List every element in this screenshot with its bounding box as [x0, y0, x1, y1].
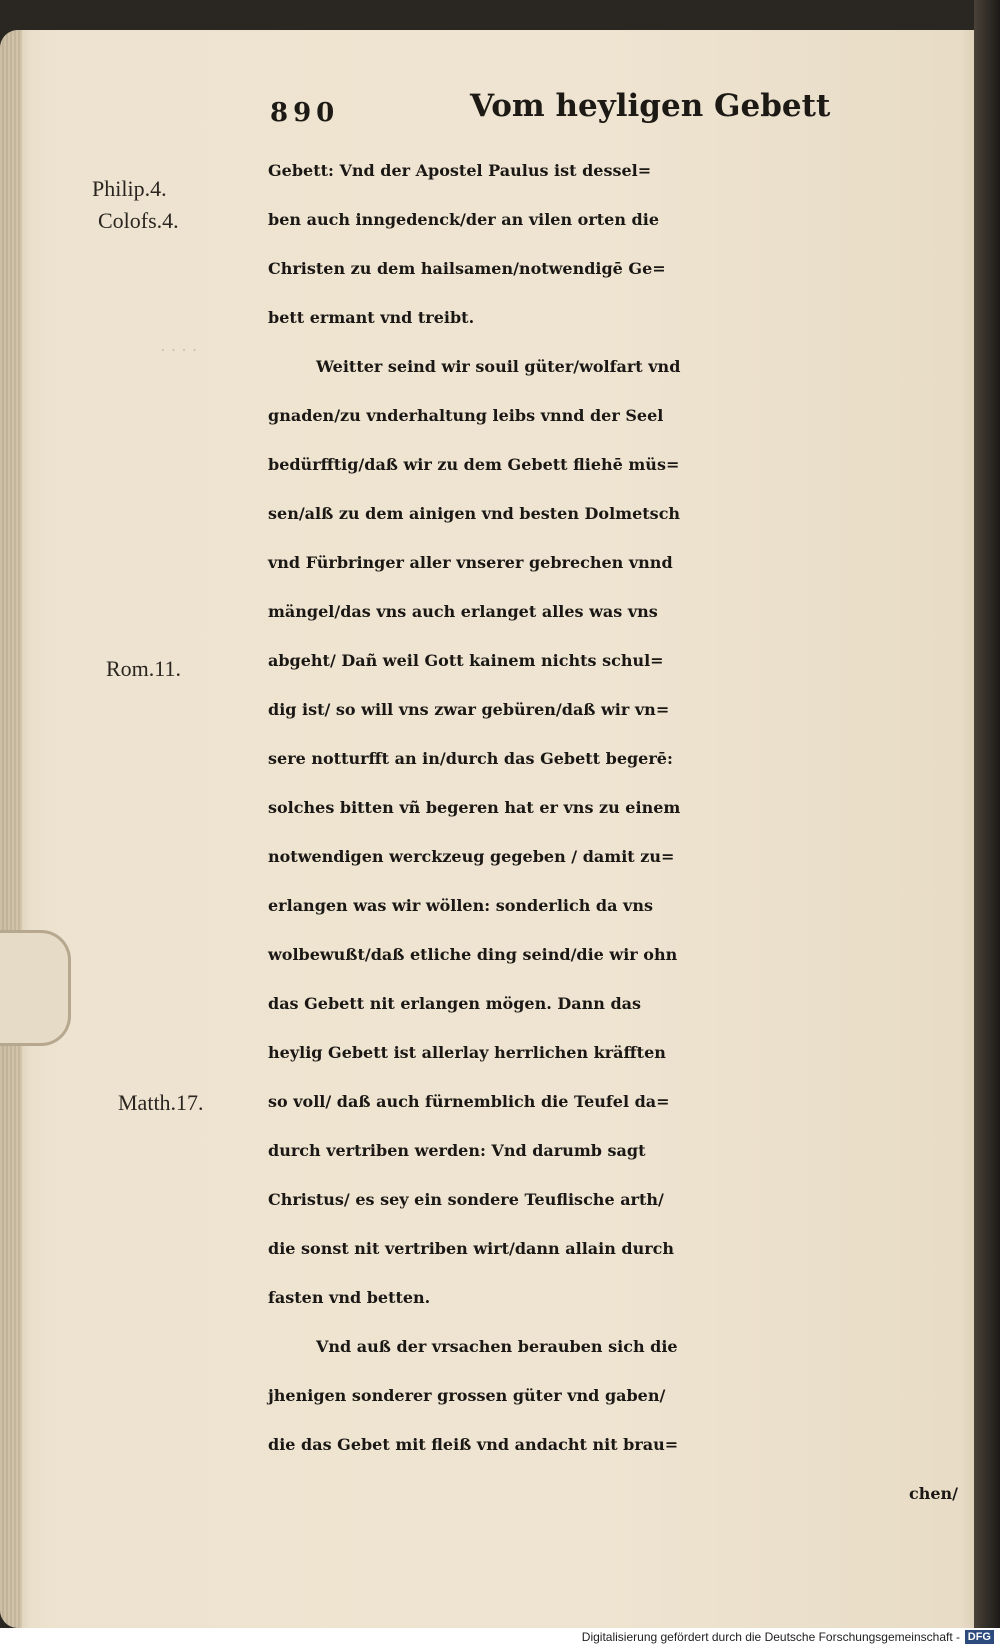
- running-title: Vom heyligen Gebett: [470, 88, 831, 124]
- text-line: Christen zu dem hailsamen/notwendigē Ge=: [268, 259, 666, 278]
- text-line: ben auch inngedenck/der an vilen orten die: [268, 210, 659, 229]
- text-line: erlangen was wir wöllen: sonderlich da vns: [268, 896, 653, 915]
- text-line: chen/: [908, 1484, 958, 1503]
- digitization-footer: [0, 1628, 1000, 1646]
- text-line: Vnd auß der vrsachen berauben sich die: [316, 1337, 678, 1356]
- text-line: Weitter seind wir souil güter/wolfart vnd: [316, 357, 681, 376]
- margin-note: Colofs.4.: [98, 208, 179, 233]
- margin-note: Rom.11.: [106, 656, 181, 681]
- text-line: bett ermant vnd treibt.: [268, 308, 475, 327]
- page-header: [270, 88, 830, 138]
- text-line: abgeht/ Dañ weil Gott kainem nichts schul=: [268, 651, 664, 670]
- text-line: jhenigen sonderer grossen güter vnd gaben/: [268, 1386, 666, 1405]
- text-line: sen/alß zu dem ainigen vnd besten Dolmetsch: [268, 504, 681, 523]
- margin-note: Philip.4.: [92, 176, 167, 201]
- footer-credit: Digitalisierung gefördert durch die Deutsche Forschungsgemeinschaft -: [581, 1630, 960, 1644]
- body-text: [268, 146, 978, 1518]
- text-line: dig ist/ so will vns zwar gebüren/daß wir vn=: [268, 700, 670, 719]
- text-line: mängel/das vns auch erlanget alles was vns: [268, 602, 658, 621]
- text-line: das Gebett nit erlangen mögen. Dann das: [268, 994, 642, 1013]
- text-line: die das Gebet mit fleiß vnd andacht nit brau=: [268, 1435, 679, 1454]
- page-number: 890: [270, 98, 340, 128]
- text-line: wolbewußt/daß etliche ding seind/die wir ohn: [268, 945, 678, 964]
- text-line: Gebett: Vnd der Apostel Paulus ist dessel=: [268, 161, 652, 180]
- margin-note: Matth.17.: [118, 1090, 204, 1115]
- text-line: so voll/ daß auch fürnemblich die Teufel da=: [268, 1092, 670, 1111]
- text-line: durch vertriben werden: Vnd darumb sagt: [268, 1141, 646, 1160]
- text-line: solches bitten vñ begeren hat er vns zu einem: [268, 798, 681, 817]
- page-edge: [0, 30, 22, 1628]
- text-line: bedürfftig/daß wir zu dem Gebett fliehē müs=: [268, 455, 680, 474]
- text-line: vnd Fürbringer aller vnserer gebrechen vnnd: [268, 553, 673, 572]
- text-line: die sonst nit vertriben wirt/dann allain durch: [268, 1239, 675, 1258]
- text-line: Christus/ es sey ein sondere Teuflische arth/: [268, 1190, 664, 1209]
- text-line: gnaden/zu vnderhaltung leibs vnnd der Seel: [268, 406, 664, 425]
- bleed-through: · · · ·: [160, 340, 198, 360]
- text-line: sere notturfft an in/durch das Gebett begerē:: [268, 749, 673, 768]
- text-line: fasten vnd betten.: [268, 1288, 431, 1307]
- dfg-logo: DFG: [965, 1630, 994, 1644]
- page-tab: [0, 930, 71, 1046]
- text-line: notwendigen werckzeug gegeben / damit zu=: [268, 847, 675, 866]
- text-line: heylig Gebett ist allerlay herrlichen kräfften: [268, 1043, 666, 1062]
